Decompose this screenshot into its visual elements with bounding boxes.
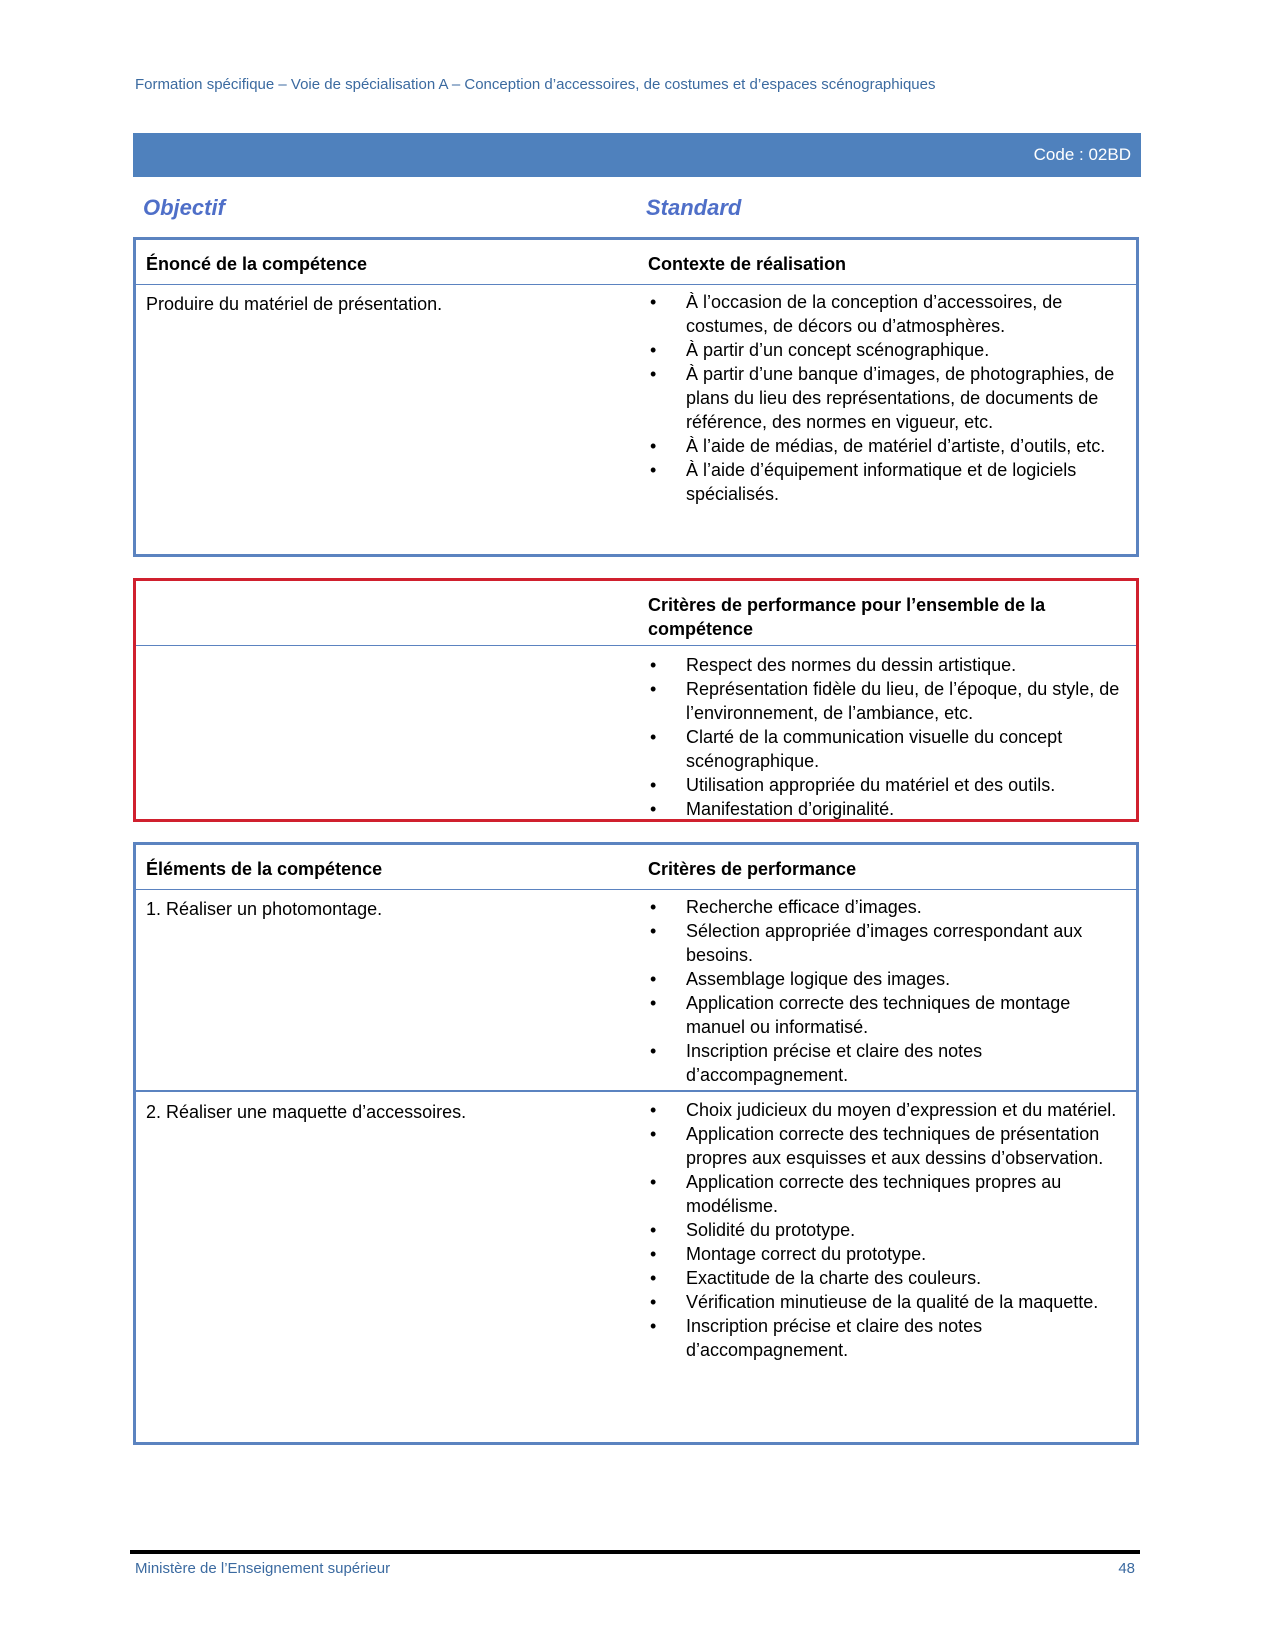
global-criteria-list <box>648 653 1126 821</box>
elements-header: Éléments de la compétence <box>146 859 383 879</box>
element-1-criteria <box>648 895 1126 1087</box>
list-item: • Application correcte des techniques de montage manuel ou informatisé. <box>648 991 1126 1039</box>
global-criteria-box <box>133 578 1139 822</box>
standard-label: Standard <box>646 195 742 220</box>
list-item: • Exactitude de la charte des couleurs. <box>648 1266 1126 1290</box>
list-item: • À partir d’une banque d’images, de photographies, de plans du lieu des représentations, de documents de référence, des normes en vigueur, etc. <box>648 362 1126 434</box>
element-2: 2. Réaliser une maquette d’accessoires. <box>146 1102 467 1122</box>
divider <box>136 645 1136 646</box>
list-item: • À partir d’un concept scénographique. <box>648 338 1126 362</box>
competency-code: Code : 02BD <box>1033 145 1131 164</box>
list-item: • Recherche efficace d’images. <box>648 895 1126 919</box>
list-item: • Manifestation d’originalité. <box>648 797 1126 821</box>
context-list <box>648 290 1126 506</box>
statement-box <box>133 237 1139 557</box>
element-2-criteria <box>648 1098 1126 1362</box>
list-item: • Assemblage logique des images. <box>648 967 1126 991</box>
global-criteria-header: Critères de performance pour l’ensemble de la compétence <box>648 595 1046 639</box>
competency-statement: Produire du matériel de présentation. <box>146 294 443 314</box>
performance-header: Critères de performance <box>648 859 857 879</box>
footer-rule <box>130 1550 1140 1554</box>
list-item: • Clarté de la communication visuelle du concept scénographique. <box>648 725 1126 773</box>
list-item: • Application correcte des techniques propres au modélisme. <box>648 1170 1126 1218</box>
list-item: • Solidité du prototype. <box>648 1218 1126 1242</box>
list-item: • Inscription précise et claire des notes d’accompagnement. <box>648 1039 1126 1087</box>
list-item: • Représentation fidèle du lieu, de l’époque, du style, de l’environnement, de l’ambiance, etc. <box>648 677 1126 725</box>
page-number: 48 <box>1118 1560 1135 1577</box>
context-header: Contexte de réalisation <box>648 254 847 274</box>
running-header: Formation spécifique – Voie de spécialisation A – Conception d’accessoires, de costumes et d’espaces scénographiques <box>135 76 936 93</box>
list-item: • À l’aide de médias, de matériel d’artiste, d’outils, etc. <box>648 434 1126 458</box>
list-item: • À l’occasion de la conception d’accessoires, de costumes, de décors ou d’atmosphères. <box>648 290 1126 338</box>
list-item: • Utilisation appropriée du matériel et des outils. <box>648 773 1126 797</box>
divider <box>136 284 1136 285</box>
list-item: • Montage correct du prototype. <box>648 1242 1126 1266</box>
list-item: • À l’aide d’équipement informatique et de logiciels spécialisés. <box>648 458 1126 506</box>
list-item: • Vérification minutieuse de la qualité de la maquette. <box>648 1290 1126 1314</box>
row-divider <box>136 1090 1136 1092</box>
list-item: • Inscription précise et claire des notes d’accompagnement. <box>648 1314 1126 1362</box>
list-item: • Choix judicieux du moyen d’expression et du matériel. <box>648 1098 1126 1122</box>
code-bar <box>133 133 1141 177</box>
list-item: • Application correcte des techniques de présentation propres aux esquisses et aux dessins d’observation. <box>648 1122 1126 1170</box>
divider <box>136 889 1136 890</box>
statement-header: Énoncé de la compétence <box>146 254 368 274</box>
objectif-label: Objectif <box>143 195 225 220</box>
list-item: • Respect des normes du dessin artistique. <box>648 653 1126 677</box>
list-item: • Sélection appropriée d’images correspondant aux besoins. <box>648 919 1126 967</box>
elements-box <box>133 842 1139 1445</box>
footer-ministry: Ministère de l’Enseignement supérieur <box>135 1560 391 1577</box>
element-1: 1. Réaliser un photomontage. <box>146 899 383 919</box>
